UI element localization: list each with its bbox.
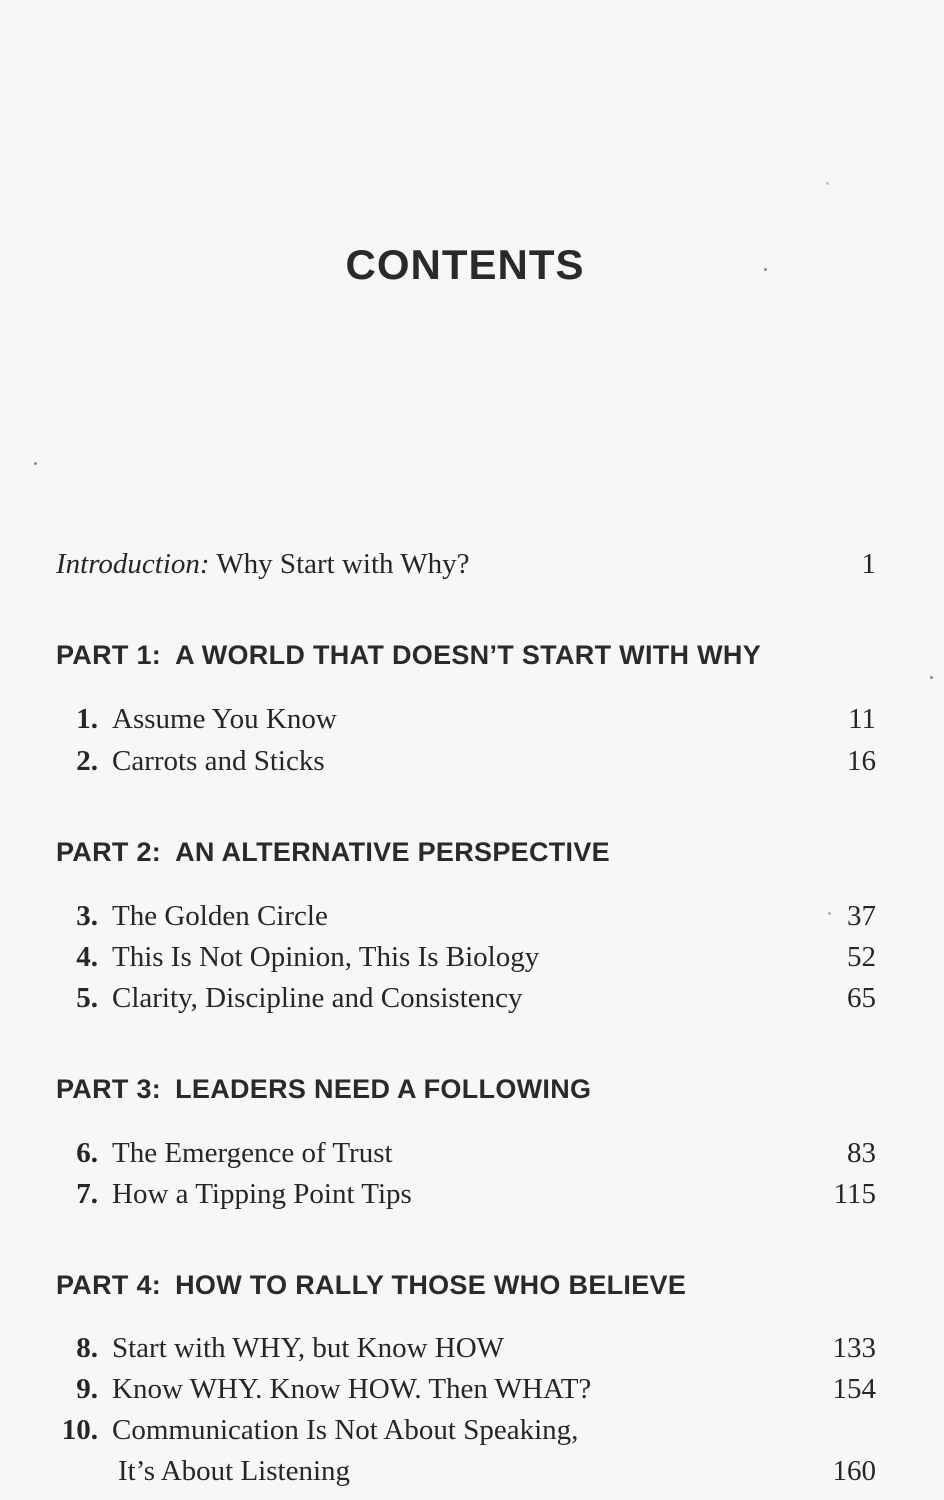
part-label: PART 2: [56,837,162,867]
chapter-number: 7. [76,1178,98,1210]
chapter-number: 2. [76,745,98,777]
chapter-number: 5. [76,982,98,1014]
chapter-page: 160 [832,1455,876,1487]
part-title: AN ALTERNATIVE PERSPECTIVE [175,837,610,867]
scan-speck [930,676,933,679]
part-label: PART 3: [56,1074,162,1104]
part-3-heading [56,1074,591,1105]
chapter-title: Know WHY. Know HOW. Then WHAT? [112,1373,592,1405]
toc-entry [56,1178,876,1214]
introduction-entry [56,548,876,581]
toc-entry [56,1137,876,1173]
part-label: PART 1: [56,640,162,670]
chapter-title: The Golden Circle [112,900,328,932]
chapter-title: Communication Is Not About Speaking, [112,1414,579,1446]
chapter-page: 115 [833,1178,876,1210]
part-title: LEADERS NEED A FOLLOWING [175,1074,592,1104]
chapter-title-continuation: It’s About Listening [118,1455,350,1487]
chapter-number: 6. [76,1137,98,1169]
part-1-heading [56,640,761,671]
chapter-number: 9. [76,1373,98,1405]
chapter-number: 4. [76,941,98,973]
scan-speck [764,268,767,271]
chapter-number: 3. [76,900,98,932]
toc-entry [56,1414,876,1450]
toc-entry [56,1373,876,1409]
chapter-page: 83 [847,1137,876,1169]
introduction-page: 1 [861,548,876,580]
toc-entry [56,1332,876,1368]
part-2-heading [56,837,610,868]
chapter-number: 1. [76,703,98,735]
chapter-number: 8. [76,1332,98,1364]
scan-speck [34,462,37,465]
toc-entry [56,745,876,781]
toc-entry-continuation [56,1455,876,1491]
scan-speck [828,912,831,915]
chapter-title: Start with WHY, but Know HOW [112,1332,505,1364]
chapter-title: The Emergence of Trust [112,1137,393,1169]
chapter-title: Carrots and Sticks [112,745,325,777]
chapter-page: 37 [847,900,876,932]
scan-speck [826,182,829,185]
chapter-page: 133 [832,1332,876,1364]
chapter-title: How a Tipping Point Tips [112,1178,412,1210]
toc-entry [56,941,876,977]
part-title: A WORLD THAT DOESN’T START WITH WHY [175,640,762,670]
page-title: CONTENTS [345,241,585,288]
chapter-page: 16 [847,745,876,777]
part-label: PART 4: [56,1270,162,1300]
introduction-title: Why Start with Why? [216,548,470,580]
chapter-title: Clarity, Discipline and Consistency [112,982,523,1014]
introduction-label: Introduction: [56,548,210,580]
chapter-page: 154 [832,1373,876,1405]
chapter-page: 11 [848,703,876,735]
toc-entry [56,900,876,936]
chapter-page: 65 [847,982,876,1014]
chapter-number: 10. [61,1414,98,1446]
chapter-title: Assume You Know [112,703,337,735]
chapter-page: 52 [847,941,876,973]
part-title: HOW TO RALLY THOSE WHO BELIEVE [175,1270,687,1300]
toc-entry [56,982,876,1018]
chapter-title: This Is Not Opinion, This Is Biology [112,941,540,973]
toc-entry [56,703,876,739]
part-4-heading [56,1270,686,1301]
